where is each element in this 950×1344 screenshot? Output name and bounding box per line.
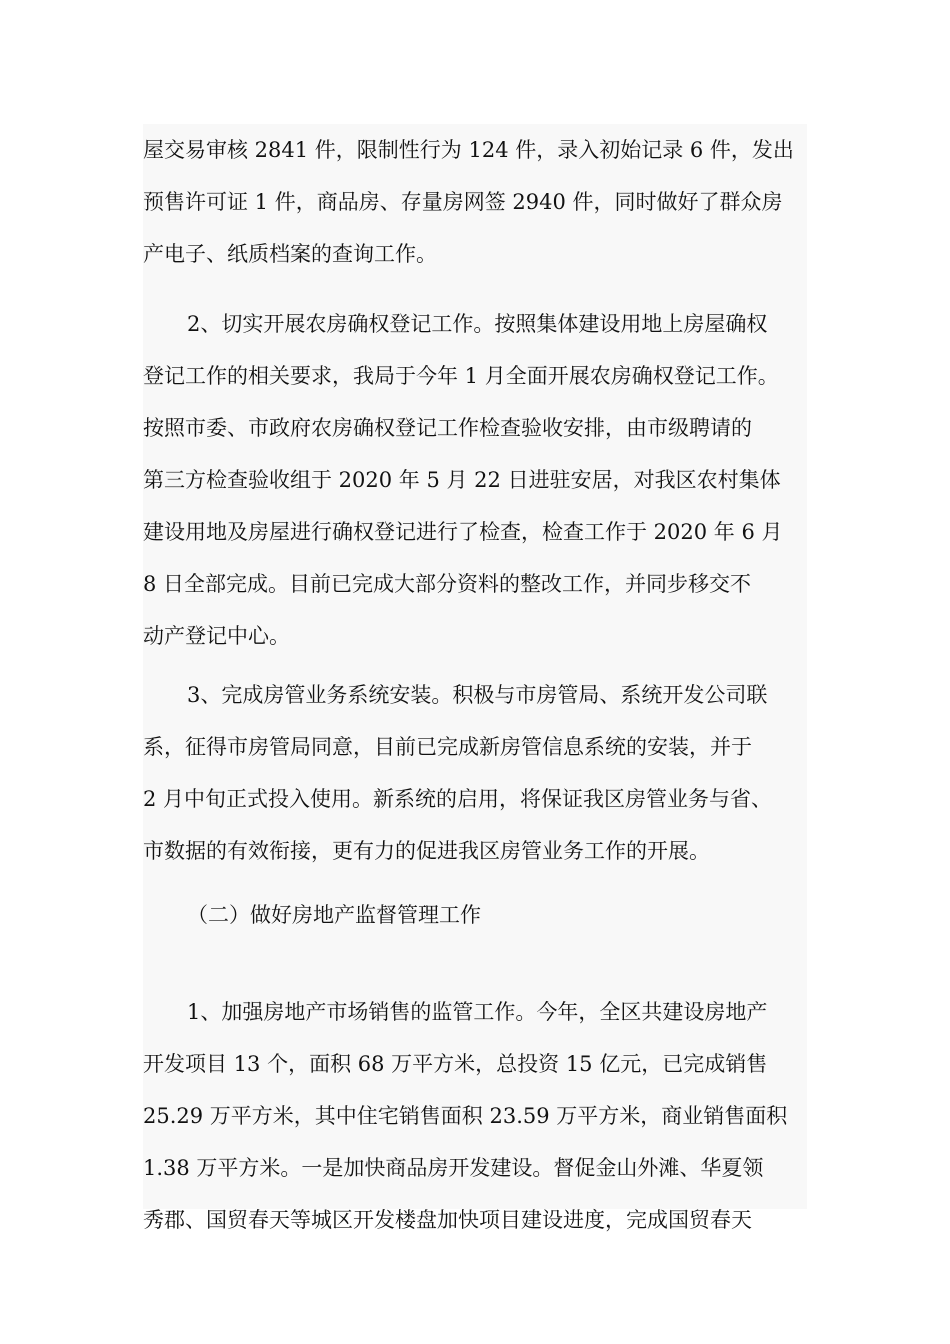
paragraph-housing-stats — [143, 124, 807, 280]
text-line: 市数据的有效衔接，更有力的促进我区房管业务工作的开展。 — [143, 839, 710, 863]
text-line: 秀郡、国贸春天等城区开发楼盘加快项目建设进度，完成国贸春天 — [143, 1208, 752, 1232]
document-body — [143, 124, 807, 1232]
text-line: 2、切实开展农房确权登记工作。按照集体建设用地上房屋确权 — [187, 312, 768, 336]
text-line: 建设用地及房屋进行确权登记进行了检查，检查工作于 2020 年 6 月 — [143, 520, 783, 544]
text-line: 登记工作的相关要求，我局于今年 1 月全面开展农房确权登记工作。 — [143, 364, 779, 388]
text-line: 屋交易审核 2841 件，限制性行为 124 件，录入初始记录 6 件，发出 — [143, 138, 794, 162]
text-line: 系，征得市房管局同意，目前已完成新房管信息系统的安装，并于 — [143, 735, 752, 759]
paragraph-rural-registration — [143, 298, 807, 662]
text-line: 按照市委、市政府农房确权登记工作检查验收安排，由市级聘请的 — [143, 416, 752, 440]
text-line: 开发项目 13 个，面积 68 万平方米，总投资 15 亿元，已完成销售 — [143, 1052, 768, 1076]
section-heading — [143, 889, 807, 941]
text-line: 第三方检查验收组于 2020 年 5 月 22 日进驻安居，对我区农村集体 — [143, 468, 781, 492]
text-line: 动产登记中心。 — [143, 624, 290, 648]
text-line: 1、加强房地产市场销售的监管工作。今年，全区共建设房地产 — [187, 1000, 768, 1024]
text-line: 1.38 万平方米。一是加快商品房开发建设。督促金山外滩、华夏领 — [143, 1156, 764, 1180]
text-line: 2 月中旬正式投入使用。新系统的启用，将保证我区房管业务与省、 — [143, 787, 773, 811]
paragraph-market-supervision — [143, 986, 807, 1246]
text-line: 25.29 万平方米，其中住宅销售面积 23.59 万平方米，商业销售面积 — [143, 1104, 788, 1128]
text-line: 3、完成房管业务系统安装。积极与市房管局、系统开发公司联 — [187, 683, 768, 707]
text-line: 产电子、纸质档案的查询工作。 — [143, 242, 437, 266]
text-line: 预售许可证 1 件，商品房、存量房网签 2940 件，同时做好了群众房 — [143, 190, 783, 214]
text-line: 8 日全部完成。目前已完成大部分资料的整改工作，并同步移交不 — [143, 572, 752, 596]
heading-line: （二）做好房地产监督管理工作 — [187, 903, 481, 927]
paragraph-system-installation — [143, 669, 807, 877]
